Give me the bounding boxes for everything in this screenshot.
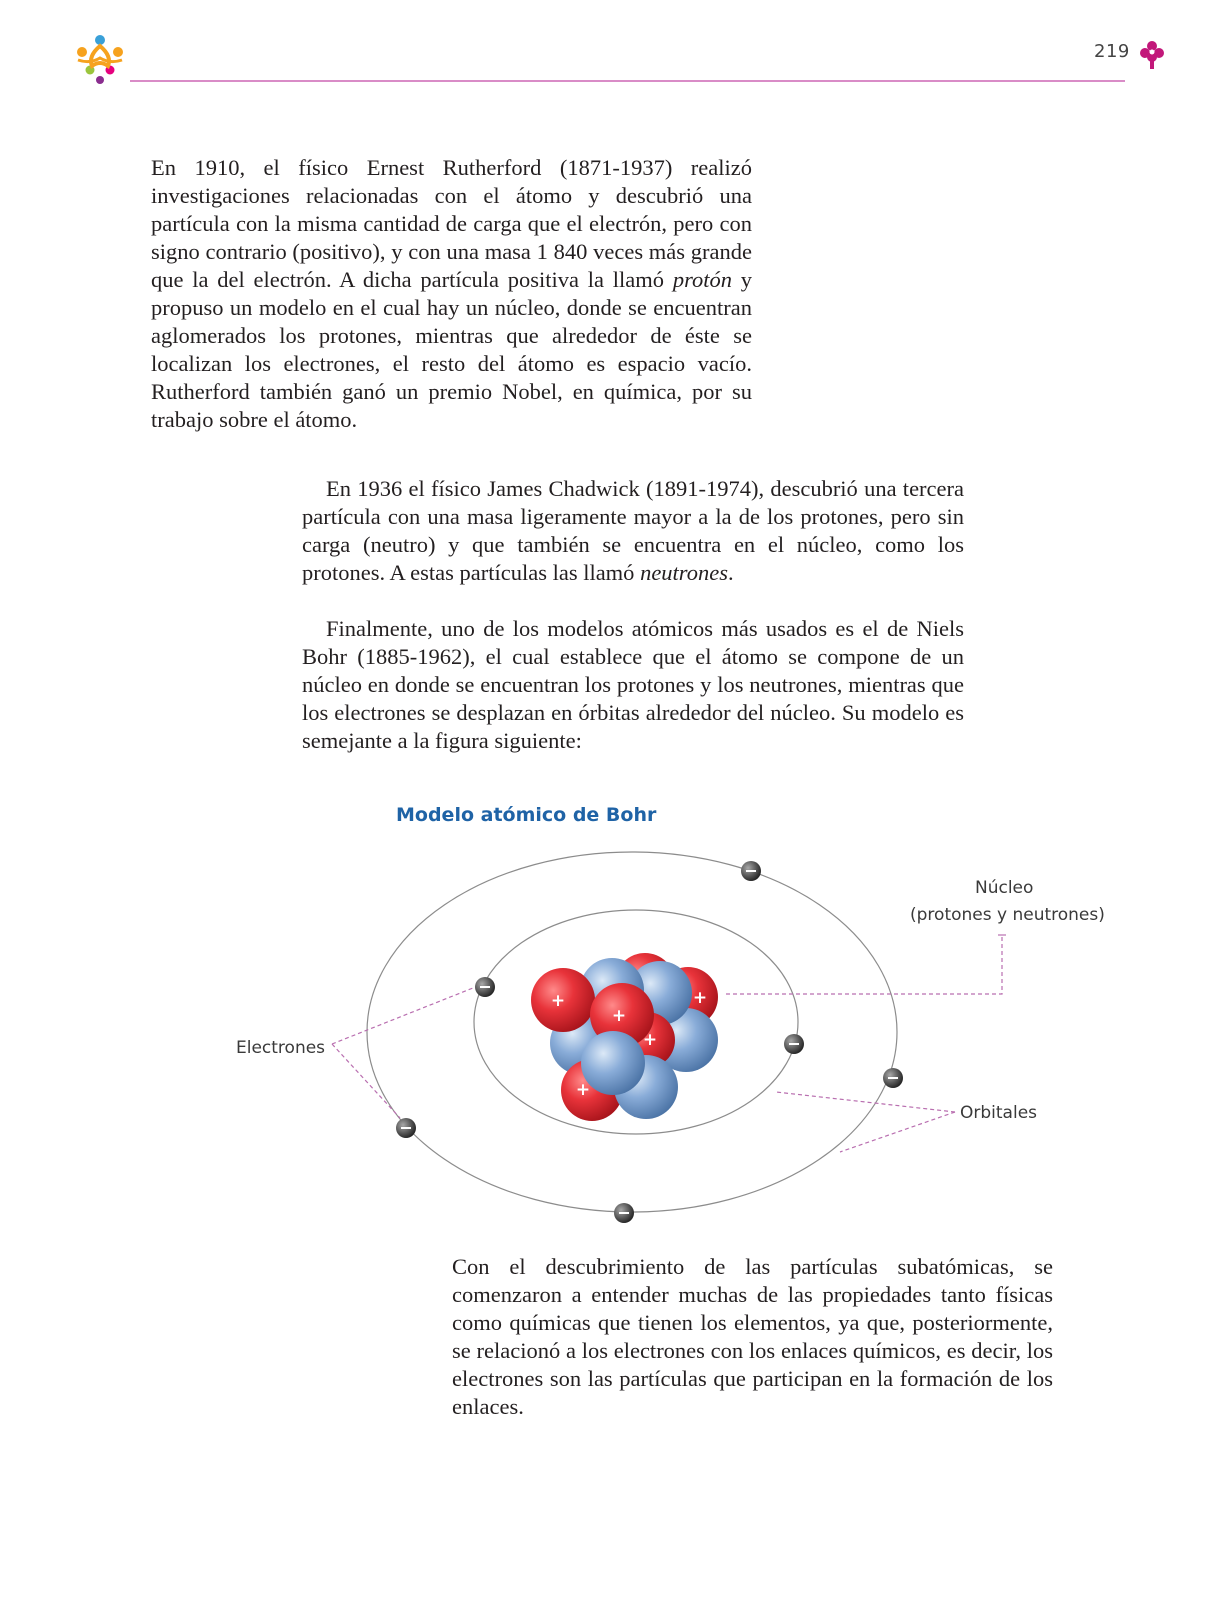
electron [475,977,495,997]
leader-orbitales-1 [776,1092,955,1112]
paragraph-text: y propuso un modelo en el cual hay un núcleo, donde se encuentran aglomerados los protones, mientras que alrededor de éste se localizan los electrones, el resto del átomo es espacio vacío. Rutherford también ganó un premio Nobel, en química, por su trabajo sobre el átomo. [151,267,753,432]
figure-title: Modelo atómico de Bohr [396,804,657,826]
paragraph-bohr: Finalmente, uno de los modelos atómicos más usados es el de Niels Bohr (1885-1962), el cual establece que el átomo se compone de un núcleo en donde se encuentran los protones y los neutrones, mientras que los electrones se desplazan en órbitas alrededor del núcleo. Su modelo es semejante a la figura siguiente: [302,616,964,753]
leader-orbitales-2 [840,1112,955,1152]
proton-sign: + [575,1080,591,1100]
proton-sign: + [642,1030,658,1050]
label-orbitales: Orbitales [960,1103,1038,1123]
proton-sign: + [550,991,566,1011]
proton-sign: + [611,1006,627,1026]
nucleus [531,953,718,1121]
emphasis-term: protón [672,267,732,292]
paragraph-text: . [727,560,734,585]
proton-sign: + [692,988,708,1008]
electron [784,1034,804,1054]
electron [883,1068,903,1088]
leader-electrones-1 [332,986,478,1044]
leader-nucleo [726,935,1002,994]
label-nucleo: Núcleo [975,878,1034,898]
label-nucleo-subtitle: (protones y neutrones) [910,905,1105,925]
leader-electrones-2 [332,1044,400,1118]
page-number: 219 [1094,41,1130,62]
electron [741,861,761,881]
emphasis-term: neutrones [640,560,728,585]
electron [396,1118,416,1138]
label-electrones: Electrones [236,1038,326,1058]
neutron [581,1031,645,1095]
electron [614,1203,634,1223]
paragraph-conclusion: Con el descubrimiento de las partículas subatómicas, se comenzaron a entender muchas de las propiedades tanto físicas como químicas que tienen los elementos, ya que, posteriormente, se relacionó a los electrones con los enlaces químicos, es decir, los electrones son las partículas que participan en la formación de los enlaces. [452,1254,1053,1419]
paragraph-text: En 1936 el físico James Chadwick (1891-1974), descubrió una tercera partícula con una masa ligeramente mayor a la de los protones, pero sin carga (neutro) y que también se encuentra en el núcleo, como los protones. A estas partículas las llamó [302,476,964,585]
paragraph-text: En 1910, el físico Ernest Rutherford (1871-1937) realizó investigaciones relacionadas con el átomo y descubrió una partícula con la misma cantidad de carga que el electrón, pero con signo contrario (positivo), y con una masa 1 840 veces más grande que la del electrón. A dicha partícula positiva la llamó [151,155,752,292]
